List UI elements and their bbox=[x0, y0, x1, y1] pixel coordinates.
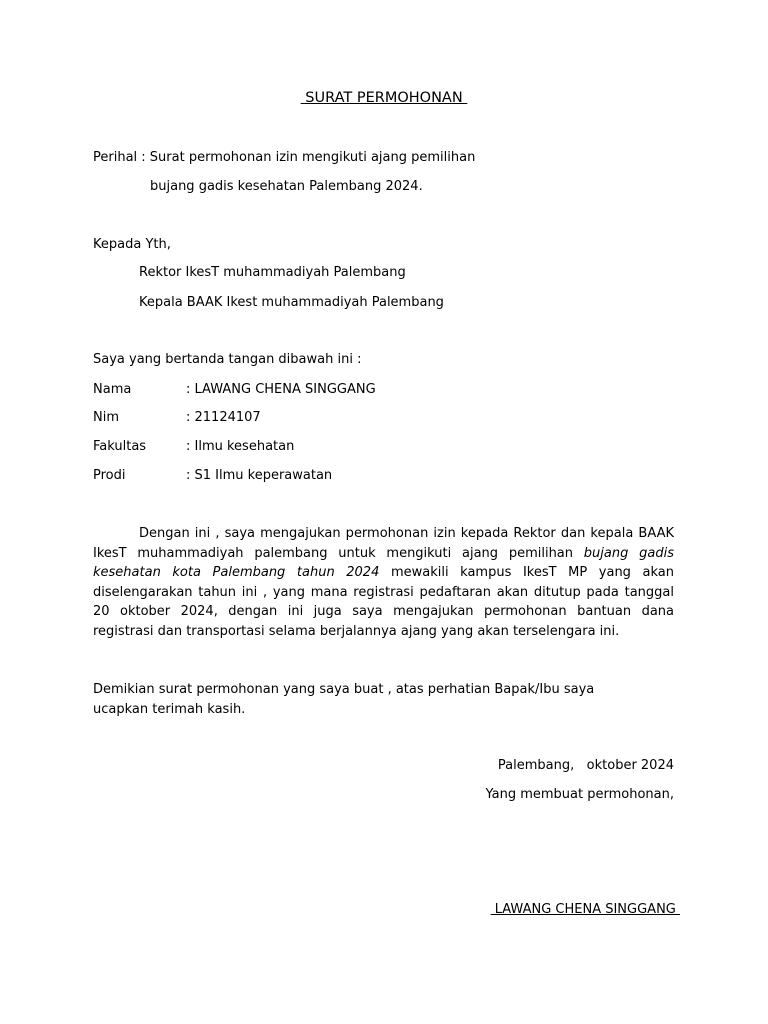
identity-value-nim: : 21124107 bbox=[186, 410, 261, 425]
body-text-part-2: mewakili kampus IkesT MP yang akan diselengarakan tahun ini , yang mana registrasi pedaftaran akan ditutup pada tanggal 20 oktober 2024, dengan ini juga saya mengajukan permohonan bantuan dana registrasi dan transportasi selama berjalannya ajang yang akan terselengara ini. bbox=[93, 565, 674, 639]
signer-name: LAWANG CHENA SINGGANG bbox=[490, 902, 680, 917]
body-text-italic: bujang gadis kesehatan kota Palembang tahun 2024 bbox=[93, 545, 674, 581]
letter-title: SURAT PERMOHONAN bbox=[300, 90, 468, 106]
recipient-line-1: Rektor IkesT muhammadiyah Palembang bbox=[139, 265, 406, 280]
body-text-part-1: Dengan ini , saya mengajukan permohonan izin kepada Rektor dan kepala BAAK IkesT muhammadiyah palembang untuk mengikuti ajang pemilihan bbox=[93, 526, 674, 561]
identity-value-fakultas: : Ilmu kesehatan bbox=[186, 439, 295, 454]
recipient-line-2: Kepala BAAK Ikest muhammadiyah Palembang bbox=[139, 295, 444, 310]
identity-label-fakultas: Fakultas bbox=[93, 439, 147, 454]
intro-text: Saya yang bertanda tangan dibawah ini : bbox=[93, 352, 362, 367]
kepada-heading: Kepada Yth, bbox=[93, 237, 171, 252]
perihal-line-2: bujang gadis kesehatan Palembang 2024. bbox=[150, 179, 423, 194]
identity-label-nama: Nama bbox=[93, 382, 132, 397]
perihal-line-1: Perihal : Surat permohonan izin mengikuti ajang pemilihan bbox=[93, 150, 476, 165]
signer-label: Yang membuat permohonan, bbox=[485, 787, 674, 802]
closing-paragraph: Demikian surat permohonan yang saya buat , atas perhatian Bapak/Ibu saya ucapkan terimah kasih. bbox=[93, 682, 595, 717]
body-paragraph bbox=[93, 524, 674, 642]
place-date: Palembang, oktober 2024 bbox=[497, 758, 674, 773]
identity-label-nim: Nim bbox=[93, 410, 119, 425]
identity-value-prodi: : S1 Ilmu keperawatan bbox=[186, 468, 333, 483]
identity-label-prodi: Prodi bbox=[93, 468, 126, 483]
identity-value-nama: : LAWANG CHENA SINGGANG bbox=[186, 382, 376, 397]
